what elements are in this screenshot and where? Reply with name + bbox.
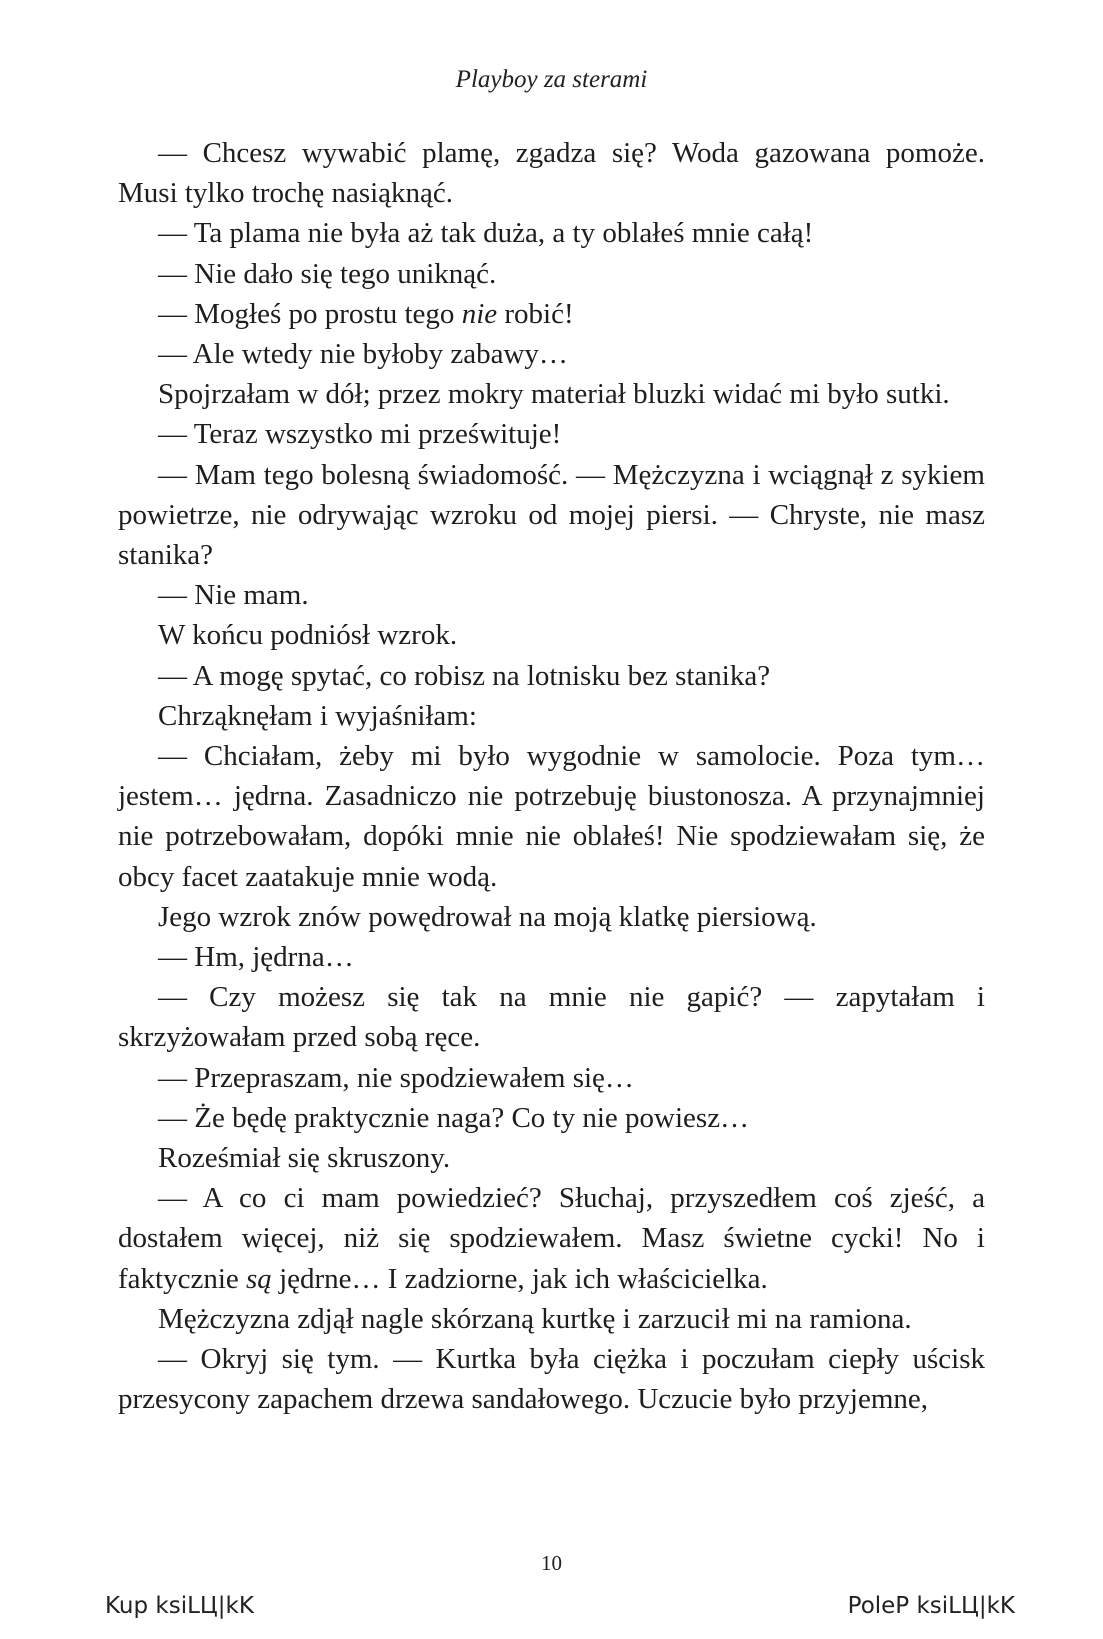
paragraph: — Przepraszam, nie spodziewałem się…: [158, 1061, 634, 1094]
emphasis: są: [246, 1262, 272, 1295]
text-run: — Mogłeś po prostu tego: [158, 297, 462, 330]
paragraph: — A mogę spytać, co robisz na lotnisku bez stanika?: [158, 659, 771, 692]
paragraph: Jego wzrok znów powędrował na moją klatkę piersiową.: [158, 900, 817, 933]
paragraph: — Ale wtedy nie byłoby zabawy…: [158, 338, 568, 371]
text-run: robić!: [497, 297, 574, 330]
paragraph: — Chcesz wywabić plamę, zgadza się? Woda gazowana pomoże. Musi tylko trochę nasiąknąć.: [118, 137, 985, 210]
paragraph: [118, 1178, 985, 1299]
emphasis: nie: [461, 297, 498, 330]
paragraph: — Że będę praktycznie naga? Co ty nie powiesz…: [158, 1101, 750, 1134]
paragraph: W końcu podniósł wzrok.: [158, 619, 458, 652]
paragraph: — Mam tego bolesną świadomość. — Mężczyzna i wciągnął z sykiem powietrze, nie odrywając wzroku od mojej piersi. — Chryste, nie masz stanika?: [118, 458, 985, 572]
paragraph: — Hm, jędrna…: [158, 941, 354, 974]
text-run: jędrne… I zadziorne, jak ich właścicielka.: [271, 1262, 768, 1295]
paragraph: [118, 294, 985, 334]
page-number: 10: [541, 1551, 562, 1575]
paragraph: — Ta plama nie była aż tak duża, a ty oblałeś mnie całą!: [158, 217, 814, 250]
paragraph: — Teraz wszystko mi prześwituje!: [158, 418, 562, 451]
paragraph: Chrząknęłam i wyjaśniłam:: [158, 699, 477, 732]
paragraph: Roześmiał się skruszony.: [158, 1142, 451, 1175]
paragraph: — Czy możesz się tak na mnie nie gapić? — zapytałam i skrzyżowałam przed sobą ręce.: [118, 981, 985, 1054]
paragraph: Spojrzałam w dół; przez mokry materiał bluzki widać mi było sutki.: [158, 378, 950, 411]
paragraph: Mężczyzna zdjął nagle skórzaną kurtkę i zarzucił mi na ramiona.: [158, 1302, 912, 1335]
paragraph: — Nie dało się tego uniknąć.: [158, 257, 497, 290]
paragraph: — Chciałam, żeby mi było wygodnie w samolocie. Poza tym… jestem… jędrna. Zasadniczo nie potrzebuję biustonosza. A przynajmniej nie potrzebowałam, dopóki mnie nie oblałeś! Nie spodziewałam się, że obcy facet zaatakuje mnie wodą.: [118, 740, 985, 893]
paragraph: — Nie mam.: [158, 579, 309, 612]
buy-book-link[interactable]: Kup ksiLЦ|kK: [105, 1593, 254, 1619]
text-run: — A co ci mam powiedzieć? Słuchaj, przyszedłem coś zjeść, a dostałem więcej, niż się spodziewałem. Masz świetne cycki! No i faktycznie: [118, 1182, 985, 1295]
recommend-book-link[interactable]: PoleP ksiLЦ|kK: [847, 1593, 1015, 1619]
body-text: [118, 133, 985, 1420]
running-title: Playboy za sterami: [455, 66, 648, 93]
paragraph: — Okryj się tym. — Kurtka była ciężka i poczułam ciepły uścisk przesycony zapachem drzewa sandałowego. Uczucie było przyjemne,: [118, 1343, 985, 1416]
